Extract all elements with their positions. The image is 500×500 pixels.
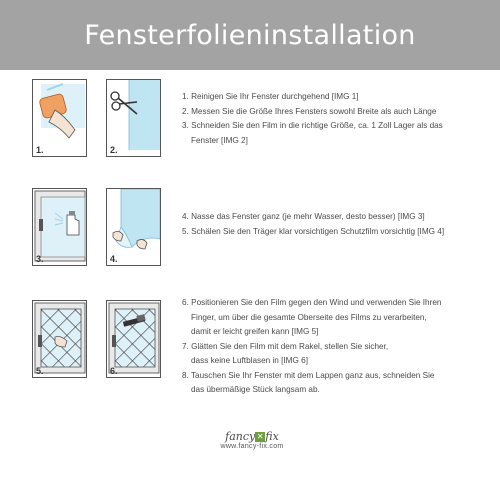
- step-line: dass keine Luftblasen in [IMG 6]: [191, 356, 308, 365]
- steps-list-1: [182, 90, 492, 148]
- illustration-panel-1: [32, 79, 87, 157]
- section-steps-4-5: [0, 186, 500, 278]
- illustration-panel-5: [32, 300, 87, 378]
- panel-number: 1.: [36, 145, 44, 155]
- panel-number: 4.: [110, 254, 118, 264]
- step-line: Finger, um über die gesamte Oberseite des Films zu verarbeiten,: [191, 312, 427, 322]
- step-line: 5. Schälen Sie den Träger klar vorsichtigen Schutzfilm vorsichtig [IMG 4]: [182, 226, 445, 236]
- page-title: Fensterfolieninstallation: [84, 19, 416, 51]
- brand-right: fix: [265, 430, 279, 443]
- brand-logo: [207, 430, 297, 466]
- steps-list-3: [182, 296, 492, 398]
- step-line: 7. Glätten Sie den Film mit dem Rakel, stellen Sie sicher,: [182, 341, 389, 351]
- step-line: 1. Reinigen Sie Ihr Fenster durchgehend [IMG 1]: [182, 92, 359, 101]
- illustration-panel-3: [32, 188, 87, 266]
- step-line: 4. Nasse das Fenster ganz (je mehr Wasser, desto besser) [IMG 3]: [182, 212, 425, 221]
- step-line: 8. Tauschen Sie Ihr Fenster mit dem Lappen ganz aus, schneiden Sie: [182, 370, 435, 380]
- panel-number: 3.: [36, 254, 44, 264]
- step-line: Fenster [IMG 2]: [191, 135, 248, 145]
- brand-left: fancy: [225, 430, 256, 443]
- step-line: das übermäßige Stück langsam ab.: [191, 385, 320, 394]
- illustration-panel-4: [106, 188, 161, 266]
- step-line: 3. Schneiden Sie den Film in die richtige Größe, ca. 1 Zoll Lager als das: [182, 121, 443, 130]
- page-header: [0, 0, 500, 70]
- section-steps-1-3: [0, 76, 500, 174]
- logo-mark-icon: ✕: [256, 432, 264, 441]
- steps-list-2: [182, 210, 492, 239]
- panel-number: 5.: [36, 366, 44, 376]
- panel-number: 2.: [110, 145, 118, 155]
- step-line: 6. Positionieren Sie den Film gegen den Wind und verwenden Sie Ihren: [182, 298, 442, 307]
- illustration-panel-6: [106, 300, 161, 378]
- panel-number: 6.: [110, 366, 118, 376]
- step-line: damit er leicht greifen kann [IMG 5]: [191, 327, 319, 336]
- section-steps-6-8: [0, 292, 500, 417]
- brand-url: www.fancy-fix.com: [220, 443, 284, 450]
- brand-wordmark: [207, 430, 297, 443]
- step-line: 2. Messen Sie die Größe Ihres Fensters sowohl Breite als auch Länge: [182, 106, 437, 116]
- illustration-panel-2: [106, 79, 161, 157]
